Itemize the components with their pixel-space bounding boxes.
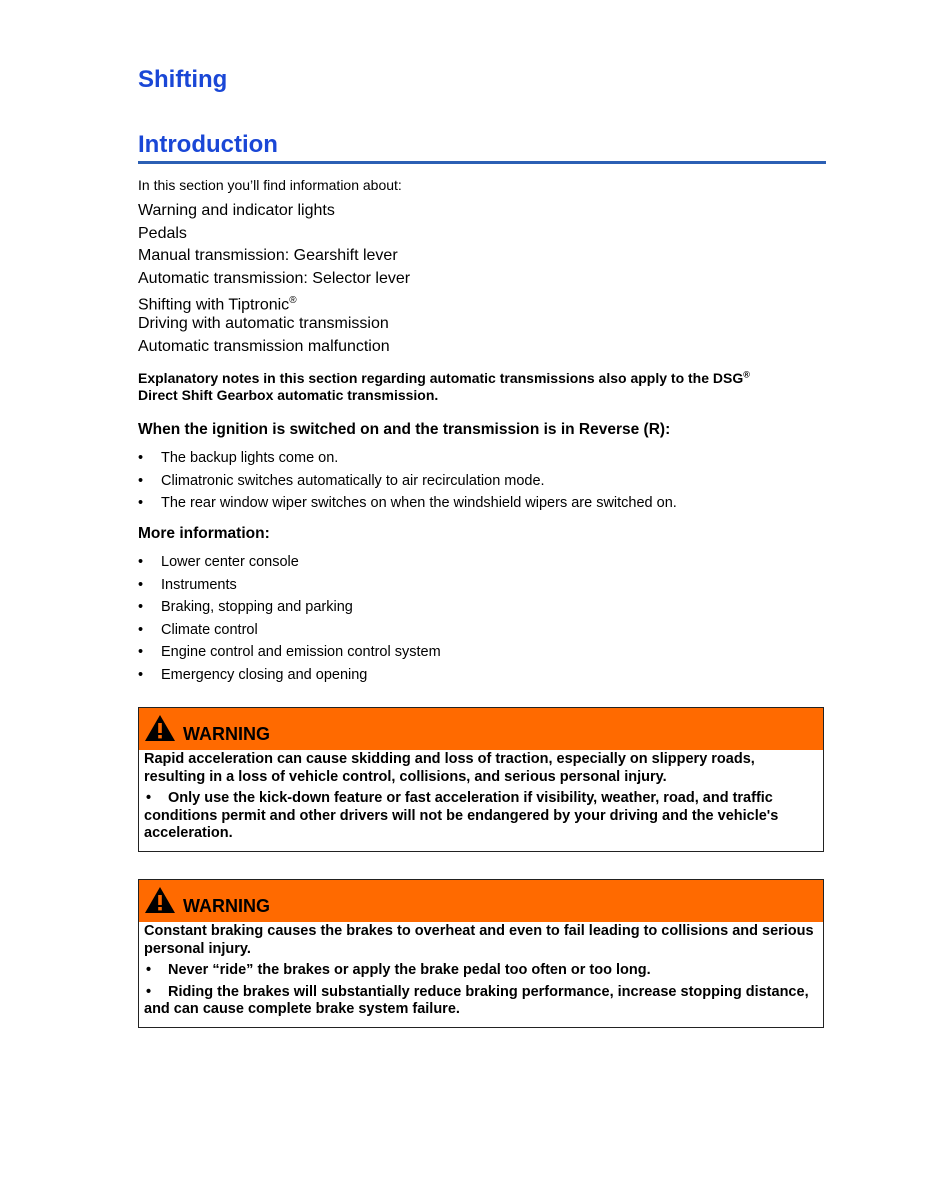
list-item[interactable]: • Lower center console bbox=[138, 554, 299, 570]
reverse-heading: When the ignition is switched on and the transmission is in Reverse (R): bbox=[138, 421, 671, 438]
warning-bullet: • Never “ride” the brakes or apply the brake pedal too often or too long. bbox=[146, 962, 651, 978]
warning-bullet: • Riding the brakes will substantially reduce braking performance, increase stopping distance, and can cause complete brake system failure. bbox=[144, 983, 809, 1017]
warning-header bbox=[139, 708, 823, 750]
list-item: • Climatronic switches automatically to air recirculation mode. bbox=[138, 472, 545, 489]
topic-item[interactable]: Driving with automatic transmission bbox=[138, 314, 389, 332]
list-item: • The backup lights come on. bbox=[138, 450, 339, 466]
warning-bullet: • Only use the kick-down feature or fast acceleration if visibility, weather, road, and traffic conditions permit and other drivers will not be endangered by your driving and the vehicle's acceleration. bbox=[144, 790, 779, 841]
topic-item[interactable]: Automatic transmission malfunction bbox=[138, 337, 390, 355]
list-item[interactable]: • Engine control and emission control system bbox=[138, 644, 441, 661]
warning-title: WARNING bbox=[183, 896, 270, 916]
more-info-list bbox=[138, 552, 441, 688]
list-item[interactable]: • Emergency closing and opening bbox=[138, 666, 368, 683]
warning-triangle-icon bbox=[144, 886, 176, 914]
section-heading: Introduction bbox=[138, 131, 826, 164]
warning-triangle-icon bbox=[144, 714, 176, 742]
topic-item[interactable]: Automatic transmission: Selector lever bbox=[138, 269, 411, 287]
reverse-list bbox=[138, 448, 677, 516]
list-item: • The rear window wiper switches on when the windshield wipers are switched on. bbox=[138, 495, 677, 512]
registered-mark: ® bbox=[289, 295, 297, 307]
warning-header bbox=[139, 880, 823, 922]
topic-item[interactable]: Shifting with Tiptronic® bbox=[138, 295, 297, 314]
intro-lead-text: In this section you’ll find information about: bbox=[138, 177, 402, 193]
warning-title: WARNING bbox=[183, 724, 270, 744]
page-title: Shifting bbox=[138, 66, 228, 93]
list-item[interactable]: • Instruments bbox=[138, 576, 237, 593]
topic-item[interactable]: Warning and indicator lights bbox=[138, 202, 335, 219]
warning-box bbox=[138, 879, 824, 1028]
list-item[interactable]: • Braking, stopping and parking bbox=[138, 599, 353, 616]
list-item[interactable]: • Climate control bbox=[138, 621, 258, 638]
more-info-heading: More information: bbox=[138, 525, 270, 542]
topic-item[interactable]: Manual transmission: Gearshift lever bbox=[138, 247, 398, 265]
warning-box bbox=[138, 707, 824, 852]
topic-item[interactable]: Pedals bbox=[138, 224, 187, 242]
warning-lead: Rapid acceleration can cause skidding and loss of traction, especially on slippery roads, resulting in a loss of vehicle control, collisions, and serious personal injury. bbox=[144, 751, 755, 785]
warning-body bbox=[139, 922, 823, 1027]
topic-list bbox=[138, 201, 410, 359]
warning-lead: Constant braking causes the brakes to overheat and even to fail leading to collisions and serious personal injury. bbox=[144, 923, 814, 957]
explanatory-note: Explanatory notes in this section regarding automatic transmissions also apply to the DSG® Direct Shift Gearbox automatic transmission. bbox=[138, 369, 750, 403]
warning-body bbox=[139, 750, 823, 851]
